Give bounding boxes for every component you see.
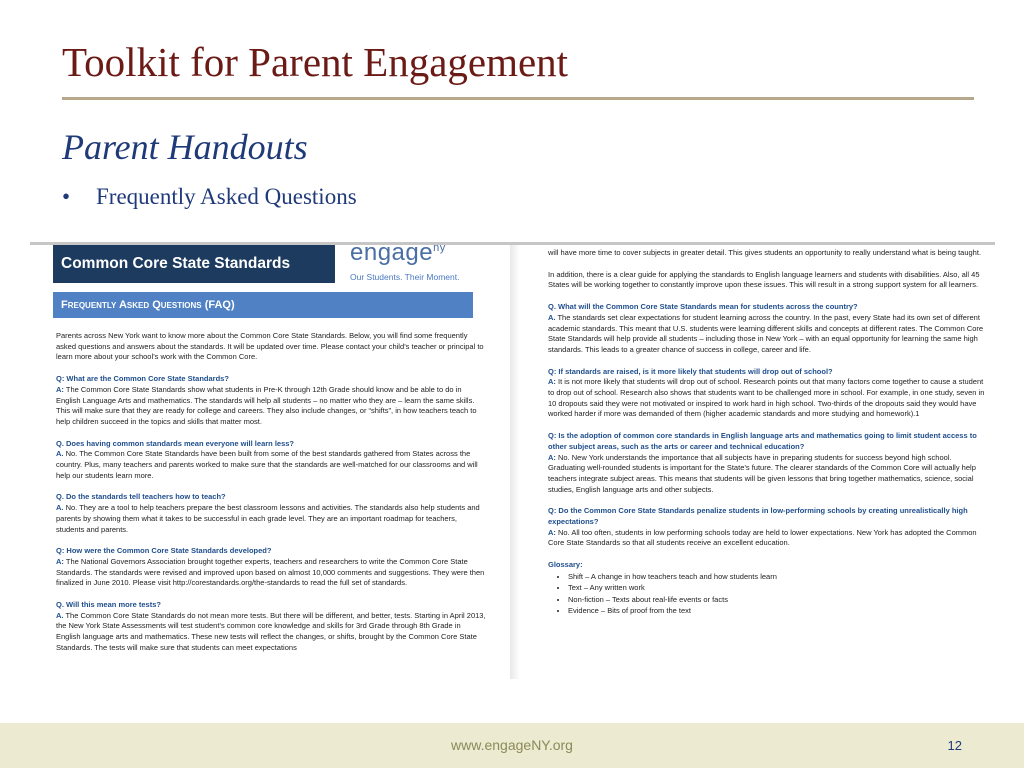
- continued-paragraph: will have more time to cover subjects in greater detail. This gives students an opportunity to really understand what is being taught.: [548, 248, 982, 257]
- faq-question: Q. Do the standards tell teachers how to teach?: [56, 492, 226, 502]
- faq-answer: No. New York understands the importance that all subjects have in preparing students for success beyond high school. Graduating well-rounded students is important for the State’s future. The clearer standards of the Common Core will actually help teachers integrate subject areas. This means that students will be given lessons that bring together mathematics, science, social studies, English language arts and other subjects.: [548, 452, 976, 494]
- glossary-item: • Shift – A change in how teachers teach and how students learn: [568, 571, 988, 583]
- faq-question: Q. Will this mean more tests?: [56, 600, 161, 610]
- logo-superscript: ny: [433, 245, 446, 254]
- faq-entry: [56, 439, 486, 482]
- slide-subtitle: Parent Handouts: [62, 127, 308, 167]
- logo-text: engage: [350, 245, 434, 266]
- faq-entry: [548, 302, 988, 356]
- handout-page-left: [53, 245, 489, 679]
- faq-entry: [548, 367, 988, 421]
- bullet-text: Frequently Asked Questions: [96, 184, 357, 209]
- faq-entry: [56, 546, 486, 589]
- answer-prefix: A:: [548, 452, 556, 462]
- glossary-item: • Text – Any written work: [568, 582, 988, 594]
- faq-answer: No. They are a tool to help teachers prepare the best classroom lessons and activities. The standards also help students and parents by showing them what it takes to be successful in each grade level. They are an important roadmap for teachers, students and parents.: [56, 503, 480, 534]
- answer-prefix: A.: [56, 449, 64, 459]
- faq-entry: [548, 431, 988, 495]
- faq-entry: [548, 506, 988, 549]
- slide-footer: [0, 723, 1024, 768]
- handout-page-right: [521, 245, 996, 679]
- faq-answer: The Common Core State Standards show what students in Pre-K through 12th Grade should know and be able to do in English Language Arts and mathematics. The standards will help all students – no matter who they are – learn the same skills. This will make sure that they are ready for college and careers. They also include changes, or “shifts”, in how teachers teach to help children succeed in the topics and skills that matter most.: [56, 384, 477, 426]
- glossary-item: • Non-fiction – Texts about real-life events or facts: [568, 594, 988, 606]
- left-body: [56, 331, 486, 665]
- faq-heading-bar: Frequently Asked Questions (FAQ): [53, 292, 473, 318]
- answer-prefix: A.: [56, 610, 64, 620]
- glossary-title: Glossary:: [548, 560, 583, 570]
- page-number: 12: [947, 738, 962, 753]
- faq-answer: The Common Core State Standards do not mean more tests. But there will be different, and better, tests. Starting in April 2013, the New York State Assessments will test student’s common core knowledge and skills for 3rd Grade through 8th Grade in English language arts and mathematics. These new tests will reflect the changes, or shifts, brought by the Common Core State Standards. The tests will make sure that students can meet expectations: [56, 610, 486, 652]
- glossary-item: • Evidence – Bits of proof from the text: [568, 605, 988, 617]
- faq-question: Q: If standards are raised, is it more likely that students will drop out of school?: [548, 366, 833, 376]
- faq-answer: It is not more likely that students will drop out of school. Research points out that many factors come together to cause a student to drop out of school. Research also shows that students want to be challenged more in school. For example, in one study, seven in 10 dropouts said they were not motivated or inspired to work hard in high school. Two-thirds of the dropouts said they would have worked harder if more was demanded of them (higher academic standards and more studying and homework).1: [548, 377, 985, 419]
- footer-url[interactable]: www.engageNY.org: [451, 737, 573, 753]
- page-gutter: [510, 245, 520, 679]
- answer-prefix: A.: [56, 503, 64, 513]
- faq-question: Q: Is the adoption of common core standards in English language arts and mathematics going to limit student access to other subject areas, such as the arts or career and technical education?: [548, 431, 977, 451]
- faq-question: Q. What will the Common Core State Standards mean for students across the country?: [548, 302, 858, 312]
- slide-title: Toolkit for Parent Engagement: [62, 39, 569, 85]
- answer-prefix: A:: [548, 527, 556, 537]
- faq-answer: No. All too often, students in low performing schools today are held to lower expectations. New York has adopted the Common Core State Standards so that all students receive an excellent education.: [548, 527, 977, 548]
- faq-question: Q: How were the Common Core State Standards developed?: [56, 546, 272, 556]
- glossary-list: [548, 571, 988, 617]
- faq-question: Q: Do the Common Core State Standards penalize students in low-performing schools by creating unrealistically high expectations?: [548, 506, 968, 527]
- faq-entry: [56, 600, 486, 654]
- logo-tagline: Our Students. Their Moment.: [350, 272, 460, 282]
- title-divider: [62, 97, 974, 100]
- answer-prefix: A:: [548, 377, 556, 387]
- bullet-icon: •: [62, 184, 71, 209]
- faq-answer: The National Governors Association brought together experts, teachers and researchers to write the Common Core State Standards. The standards were revised and improved upon based on almost 10,000 comments and suggestions. They were then finalized in June 2010. Please visit http://corestandards.org/the-standards to read the full set of standards.: [56, 556, 485, 588]
- faq-entry: [56, 492, 486, 535]
- intro-paragraph: Parents across New York want to know more about the Common Core State Standards. Below, you will find some frequently asked questions and answers about the standards. It will be updated over time. Please contact your child’s teacher or principal to learn more about your school’s work with the Common Core.: [56, 331, 484, 362]
- faq-entry: [56, 374, 486, 428]
- faq-question: Q: What are the Common Core State Standards?: [56, 374, 229, 384]
- faq-answer: No. The Common Core State Standards have been built from some of the best standards gathered from States across the country. Plus, many teachers and parents worked to make sure that the standards are well-matched for our classrooms and will help our students learn more.: [56, 449, 478, 480]
- right-body: [548, 248, 988, 617]
- document-header: Common Core State Standards: [53, 245, 335, 283]
- answer-prefix: A:: [56, 556, 64, 566]
- bullet-item: [62, 183, 357, 211]
- answer-prefix: A:: [56, 384, 64, 394]
- answer-prefix: A.: [548, 312, 556, 322]
- faq-answer: The standards set clear expectations for student learning across the country. In the past, every State had its own set of different academic standards. This meant that U.S. students were learning different skills and concepts at different rates. The Common Core State Standards will help provide all students – including those in New York – with an equal opportunity for learning the same high standards. This leads to a greater chance of success in college, career and life.: [548, 312, 984, 354]
- faq-question: Q. Does having common standards mean everyone will learn less?: [56, 438, 294, 448]
- engageny-logo: [350, 245, 446, 267]
- continued-paragraph: In addition, there is a clear guide for applying the standards to English language learners and students with disabilities. Also, all 45 States will be working together to constantly improve upon these issues. This will result in a strong support system for all learners.: [548, 269, 980, 290]
